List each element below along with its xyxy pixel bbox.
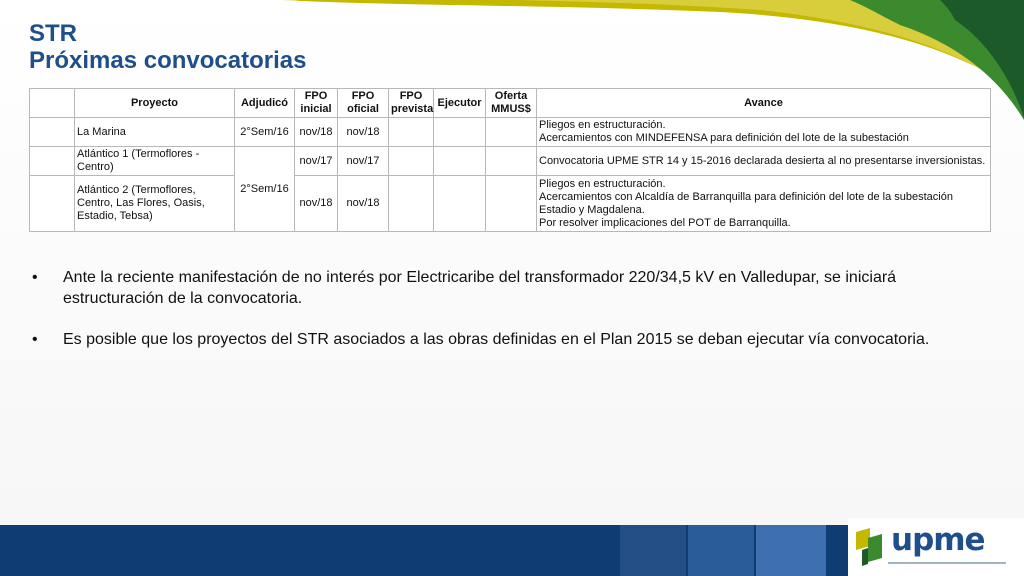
header-blank [30,89,75,118]
header-adjudico: Adjudicó [235,89,295,118]
calls-table [29,88,991,232]
avance-line: Pliegos en estructuración. [539,177,666,190]
logo-underline [888,562,1006,564]
row-index-cell [30,176,75,232]
bullet-text: Ante la reciente manifestación de no interés por Electricaribe del transformador 220/34,5 kV en Valledupar, se iniciará estructuración de la convocatoria. [63,269,897,307]
cell-ejecutor [434,176,486,232]
cell-fpo-inicial: nov/18 [295,176,338,232]
header-ejecutor: Ejecutor [434,89,486,118]
cell-proyecto: La Marina [75,118,235,147]
bullet-symbol: • [32,269,38,286]
cell-avance [537,118,991,147]
upme-wordmark: upme [891,522,985,558]
header-fpo-oficial: FPO oficial [338,89,389,118]
avance-line: Por resolver implicaciones del POT de Barranquilla. [539,216,791,229]
avance-line: Pliegos en estructuración. [539,119,666,131]
footer-segment [756,525,826,576]
cell-ejecutor [434,118,486,147]
avance-line: Acercamientos con Alcaldía de Barranquilla para definición del lote de la subestación Estadio y Magdalena. [539,190,953,216]
cell-fpo-prevista [389,118,434,147]
cell-proyecto: Atlántico 1 (Termoflores - Centro) [75,147,235,176]
bullet-list [29,267,989,370]
row-index-cell [30,147,75,176]
table-row [30,147,991,176]
slide-title [29,20,306,74]
upme-leaf-icon [852,524,892,566]
cell-fpo-oficial: nov/17 [338,147,389,176]
cell-fpo-prevista [389,176,434,232]
cell-fpo-prevista [389,147,434,176]
footer-segment [620,525,686,576]
cell-adjudico: 2°Sem/16 [235,118,295,147]
cell-avance [537,176,991,232]
cell-oferta [486,118,537,147]
table-header-row [30,89,991,118]
header-fpo-inicial: FPO inicial [295,89,338,118]
avance-line: Acercamientos con MINDEFENSA para definición del lote de la subestación [539,132,909,144]
bullet-text: Es posible que los proyectos del STR asociados a las obras definidas en el Plan 2015 se deban ejecutar vía convocatoria. [63,331,930,348]
cell-proyecto: Atlántico 2 (Termoflores, Centro, Las Flores, Oasis, Estadio, Tebsa) [75,176,235,232]
header-proyecto: Proyecto [75,89,235,118]
cell-oferta [486,176,537,232]
cell-fpo-oficial: nov/18 [338,118,389,147]
bullet-item [29,267,989,309]
cell-fpo-oficial: nov/18 [338,176,389,232]
cell-avance [537,147,991,176]
cell-fpo-inicial: nov/18 [295,118,338,147]
footer-segment [688,525,754,576]
row-index-cell [30,118,75,147]
cell-fpo-inicial: nov/17 [295,147,338,176]
cell-adjudico: 2°Sem/16 [235,147,295,232]
header-avance: Avance [537,89,991,118]
title-line-2: Próximas convocatorias [29,47,307,74]
header-oferta: Oferta MMUS$ [486,89,537,118]
cell-ejecutor [434,147,486,176]
table-row [30,118,991,147]
cell-oferta [486,147,537,176]
table-row [30,176,991,232]
header-fpo-prevista: FPO prevista [389,89,434,118]
upme-logo [848,518,1024,576]
avance-line: Convocatoria UPME STR 14 y 15-2016 declarada desierta al no presentarse inversionistas. [539,154,986,167]
title-line-1: STR [29,20,77,47]
bullet-item [29,329,989,350]
bullet-symbol: • [32,331,38,348]
